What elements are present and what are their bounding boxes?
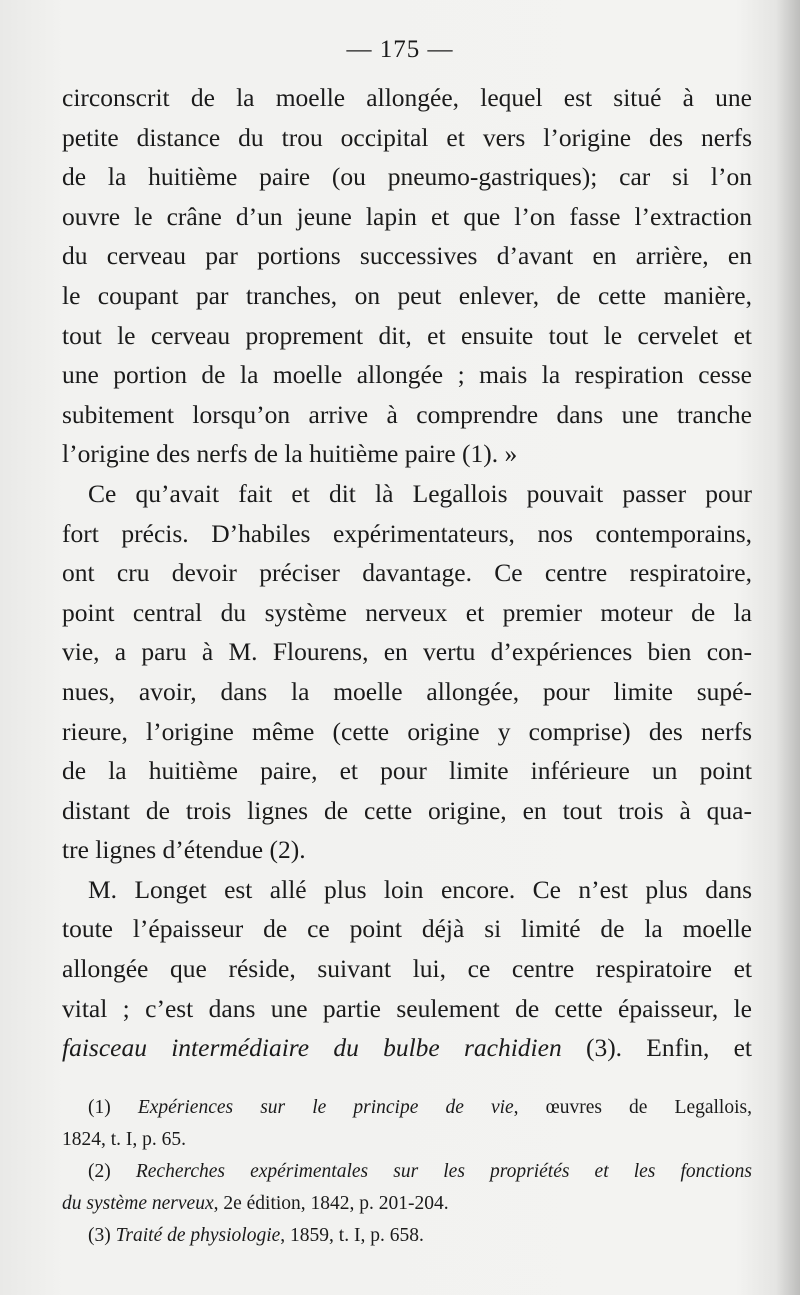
footnote-marker: (2) (88, 1161, 136, 1182)
text-line: le coupant par tranches, on peut enlever, de cette manière, (62, 280, 752, 310)
footnote-1 (62, 1092, 752, 1124)
text-line: Ce qu’avait fait et dit là Legallois pouvait passer pour (88, 478, 752, 508)
text-line: ouvre le crâne d’un jeune lapin et que l’on fasse l’extraction (62, 201, 752, 231)
footnote-title: Traité de physiologie (115, 1225, 281, 1246)
footnote-1-cont: 1824, t. I, p. 65. (62, 1129, 187, 1150)
text-line: fort précis. D’habiles expérimentateurs, nos contemporains, (62, 518, 752, 548)
body-text (62, 78, 752, 1068)
page-number: — 175 — (346, 36, 454, 63)
footnotes (62, 1092, 752, 1252)
footnote-title: Expériences sur le principe de vie (137, 1097, 514, 1118)
text-line: point central du système nerveux et premier moteur de la (62, 597, 752, 627)
text-line: l’origine des nerfs de la huitième paire (1). » (62, 439, 518, 469)
text-line: une portion de la moelle allongée ; mais la respiration cesse (62, 360, 752, 390)
footnote-rest: , 1859, t. I, p. 658. (280, 1225, 424, 1246)
text-line: tre lignes d’étendue (2). (62, 835, 306, 865)
text-line: vital ; c’est dans une partie seulement de cette épaisseur, le (62, 993, 752, 1023)
text-line: rieure, l’origine même (cette origine y comprise) des nerfs (62, 716, 752, 746)
footnote-2 (62, 1156, 752, 1188)
italic-term: faisceau intermédiaire du bulbe rachidien (62, 1033, 562, 1063)
text-line: vie, a paru à M. Flourens, en vertu d’expériences bien con- (62, 637, 752, 667)
footnote-marker: (3) (88, 1225, 116, 1246)
text-line: M. Longet est allé plus loin encore. Ce n’est plus dans (88, 874, 752, 904)
text-line: subitement lorsqu’on arrive à comprendre dans une tranche (62, 399, 752, 429)
text-line: nues, avoir, dans la moelle allongée, pour limite supé- (62, 676, 752, 706)
text-line: circonscrit de la moelle allongée, lequel est situé à une (62, 83, 752, 112)
text-line: tout le cerveau proprement dit, et ensuite tout le cervelet et (62, 320, 752, 350)
text-line: toute l’épaisseur de ce point déjà si limité de la moelle (62, 914, 752, 944)
line-rest: (3). Enfin, et (561, 1033, 752, 1063)
text-line: du cerveau par portions successives d’avant en arrière, en (62, 241, 752, 271)
footnote-rest: , 2e édition, 1842, p. 201-204. (213, 1193, 449, 1214)
text-line: distant de trois lignes de cette origine, en tout trois à qua- (62, 795, 752, 825)
footnote-rest: , œuvres de Legallois, (513, 1097, 752, 1118)
footnote-title-cont: du système nerveux (62, 1193, 214, 1214)
text-line: petite distance du trou occipital et vers l’origine des nerfs (62, 122, 752, 152)
footnote-marker: (1) (88, 1097, 138, 1118)
text-line: de la huitième paire, et pour limite inférieure un point (62, 756, 752, 786)
text-line: allongée que réside, suivant lui, ce centre respiratoire et (62, 954, 752, 984)
footnote-title: Recherches expérimentales sur les propriétés et les fonctions (135, 1161, 752, 1182)
page-edge-shadow (776, 0, 800, 1295)
text-line: ont cru devoir préciser davantage. Ce centre respiratoire, (62, 558, 752, 588)
text-line: de la huitième paire (ou pneumo-gastriques); car si l’on (62, 162, 752, 192)
footnote-3 (62, 1220, 752, 1252)
text-line-last (62, 1028, 752, 1068)
footnote-2-cont (62, 1188, 752, 1220)
